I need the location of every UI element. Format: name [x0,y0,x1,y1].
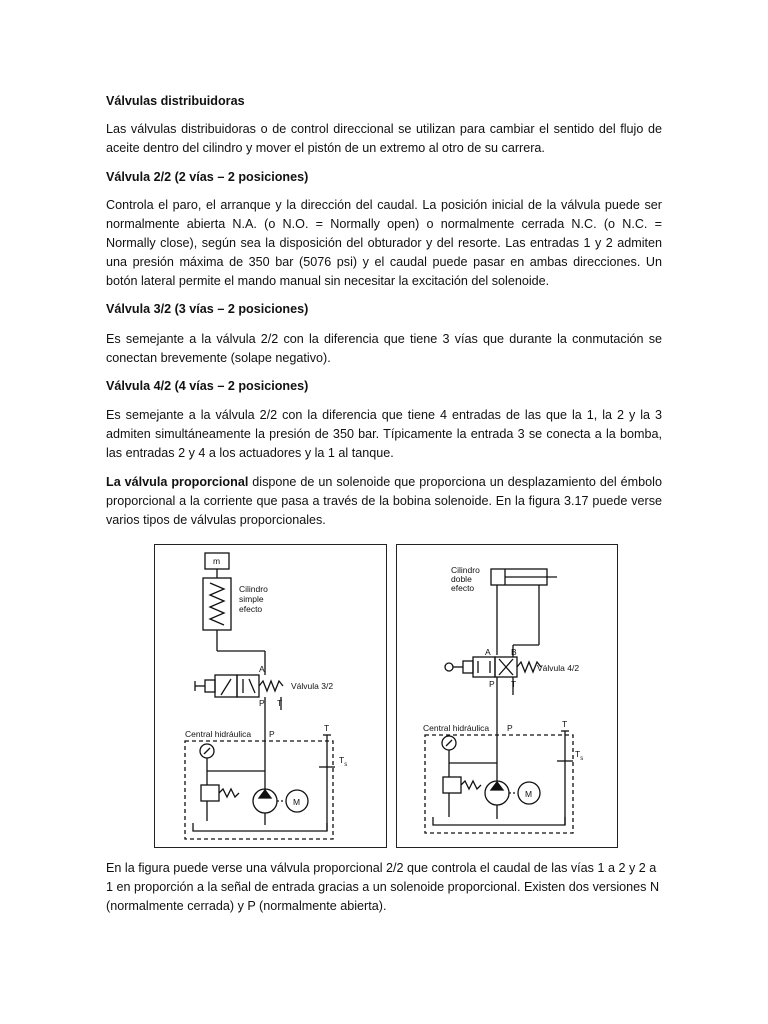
port-p-label: P [489,679,495,689]
section-heading: Válvulas distribuidoras [106,94,245,108]
power-unit-p-label: P [507,723,513,733]
motor-label: M [525,789,533,799]
port-t-label: T [511,679,517,689]
cylinder-label-line1: Cilindro [239,584,268,594]
cylinder-spring [210,583,224,625]
ts-label-main: T [575,749,581,759]
paragraph-valve-3-2: Es semejante a la válvula 2/2 con la diferencia que tiene 3 vías que durante la conmutación se conectan brevemente (solape negativo). [106,332,662,365]
relief-valve [443,777,461,793]
proportional-valve-text: dispone de un solenoide que proporciona un desplazamiento del émbolo proporcional a la corriente que pasa a través de la bobina solenoide. En la figura 3.17 puede verse varios tipos de válvulas proporcionales. [106,475,662,527]
power-unit-label: Central hidráulica [423,723,490,733]
tank [193,823,327,831]
figure-valve-4-2 [396,544,618,848]
paragraph-valve-2-2: Controla el paro, el arranque y la dirección del caudal. La posición inicial de la válvula puede ser normalmente abierta N.A. (o N.O. = Normally open) o normalmente cerrada N.C. (o N.C. = Normally close), según sea la disposición del obturador y del resorte. Las entradas 1 y 2 admiten una presión máxima de 350 bar (5076 psi) y el caudal puede pasar en ambas direcciones. Un botón lateral permite el mando manual sin necesitar la excitación del solenoide. [106,198,662,288]
return-spring [259,681,283,691]
ts-label-sub: s [580,756,584,762]
hydraulic-diagram-3-2 [155,545,388,849]
valve-label: Válvula 4/2 [537,663,580,673]
cylinder-label-line2: simple [239,594,264,604]
heading-valve-4-2: Válvula 4/2 (4 vías – 2 posiciones) [106,379,309,393]
tank [433,817,565,825]
cylinder-label-line1: Cilindro [451,565,480,575]
proportional-valve-term: La válvula proporcional [106,475,249,489]
cylinder-label-line3: efecto [451,583,475,593]
intro-paragraph: Las válvulas distribuidoras o de control direccional se utilizan para cambiar el sentido del flujo de aceite dentro del cilindro y mover el pistón de un extremo al otro de su carrera. [106,122,662,155]
figure-valve-3-2 [154,544,387,848]
relief-valve [201,785,219,801]
port-t-label: T [277,698,283,708]
power-unit-p-label: P [269,729,275,739]
port-p-label: P [259,698,265,708]
power-unit-label: Central hidráulica [185,729,252,739]
ts-label [339,755,347,768]
heading-valve-2-2: Válvula 2/2 (2 vías – 2 posiciones) [106,170,309,184]
tank-t-label: T [324,723,330,733]
motor-label: M [293,797,301,807]
valve-position-b [237,675,259,697]
mass-label: m [213,556,221,566]
paragraph-valve-4-2: Es semejante a la válvula 2/2 con la diferencia que tiene 4 entradas de las que la 1, la 2 y la 3 admiten simultáneamente la presión de 350 bar. Típicamente la entrada 3 se conecta a la bomba, las entradas 2 y 4 a los actuadores y la 1 al tanque. [106,408,662,460]
port-a-label: A [485,647,491,657]
valve-label: Válvula 3/2 [291,681,334,691]
hydraulic-diagram-4-2 [397,545,619,849]
port-a-label: A [259,664,265,674]
tank-t-label: T [562,719,568,729]
solenoid-coil [205,680,215,692]
port-b-label: B [511,647,517,657]
cylinder-label-line3: efecto [239,604,263,614]
ts-label [575,749,583,762]
paragraph-proportional-valve [106,473,662,530]
closing-paragraph: En la figura puede verse una válvula proporcional 2/2 que controla el caudal de las vías 1 a 2 y 2 a 1 en proporción a la señal de entrada gracias a un solenoide proporcional. Existen dos versiones N (normalmente cerrada) y P (normalmente abierta). [106,861,660,913]
ts-label-sub: s [344,762,348,768]
solenoid-coil [463,661,473,673]
cylinder-label-line2: doble [451,574,472,584]
ts-label-main: T [339,755,345,765]
valve-position-a [473,657,495,677]
heading-valve-3-2: Válvula 3/2 (3 vías – 2 posiciones) [106,302,309,316]
